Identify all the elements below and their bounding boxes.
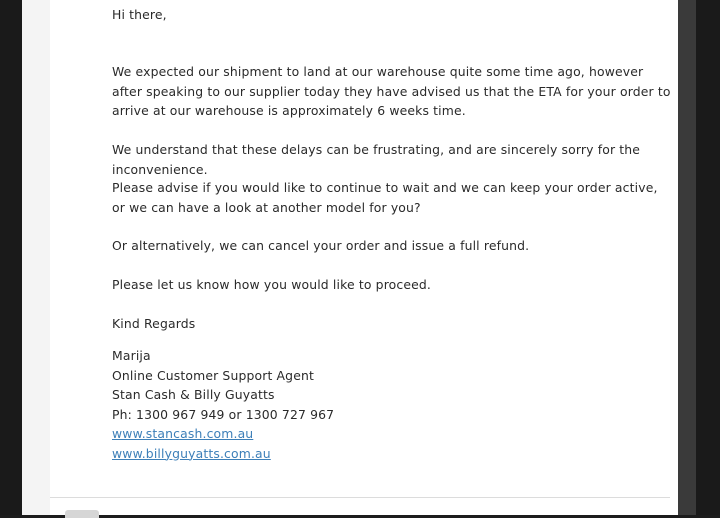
email-paragraph-apology: We understand that these delays can be frustrating, and are sincerely sorry for the inconvenience. [112,142,641,177]
link-stancash[interactable]: www.stancash.com.au [112,426,254,441]
email-divider [50,497,670,498]
scrollbar-track[interactable] [678,0,696,515]
email-greeting: Hi there, [112,7,167,22]
email-signature [112,346,672,463]
signature-title: Online Customer Support Agent [112,367,314,383]
window-frame-right [696,0,720,515]
email-viewer [22,0,696,515]
link-billyguyatts[interactable]: www.billyguyatts.com.au [112,445,271,461]
email-paragraph-refund: Or alternatively, we can cancel your order and issue a full refund. [112,238,530,253]
signature-phone: Ph: 1300 967 949 or 1300 727 967 [112,406,335,422]
email-paragraph-eta: We expected our shipment to land at our warehouse quite some time ago, however after speaking to our supplier today they have advised us that the ETA for your order to arrive at our warehouse is approximately 6 weeks time. [112,64,671,118]
footer-button[interactable] [65,510,99,518]
window-frame-left [0,0,22,515]
signature-company: Stan Cash & Billy Guyatts [112,387,275,402]
signature-name: Marija [112,348,151,363]
email-paragraph-proceed: Please let us know how you would like to proceed. [112,277,432,292]
email-paragraph-options: Please advise if you would like to continue to wait and we can keep your order active, or we can have a look at another model for you? [112,180,658,215]
email-closing: Kind Regards [112,316,196,331]
